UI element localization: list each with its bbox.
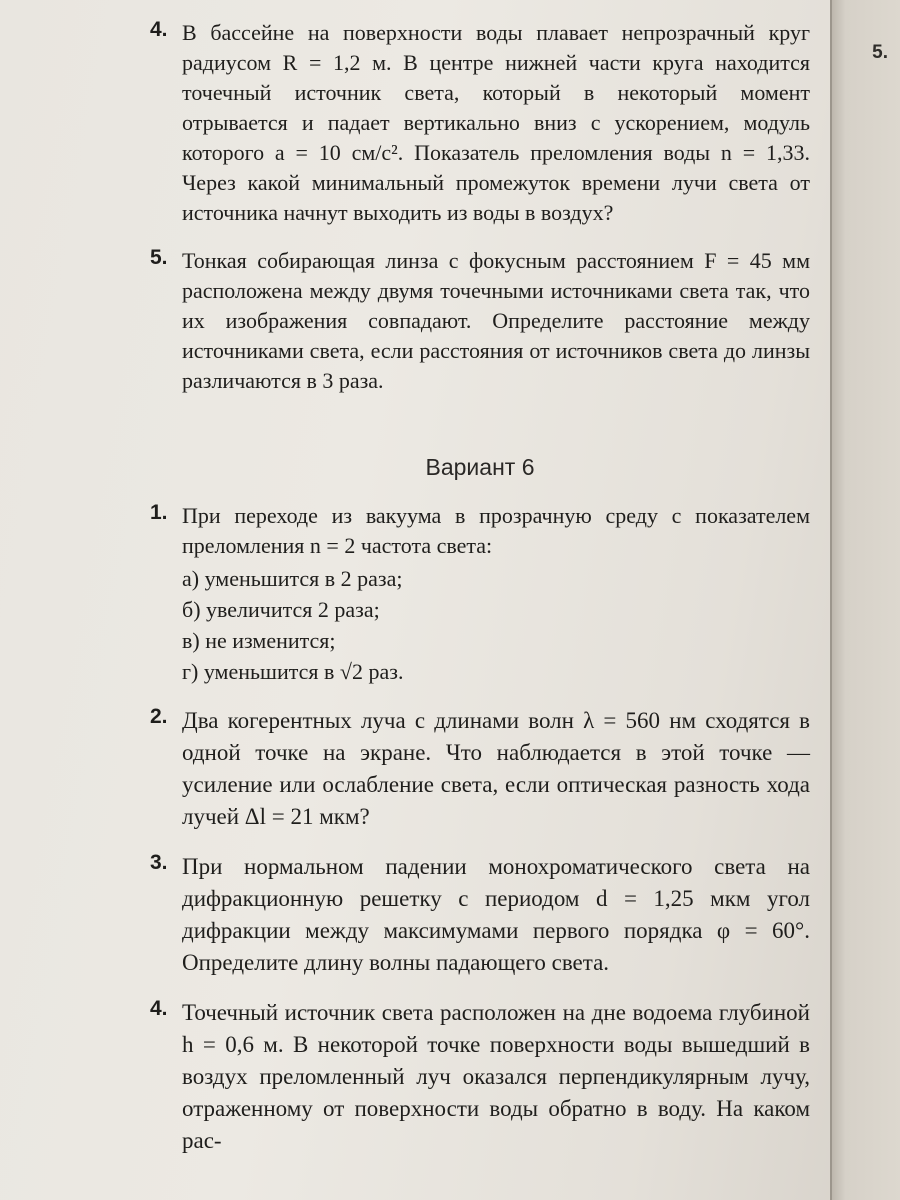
variant-heading: Вариант 6 <box>425 454 535 480</box>
problem-number: 3. <box>150 851 168 874</box>
problem-2 <box>150 705 810 833</box>
problem-prev-4 <box>150 18 810 228</box>
problem-text: В бассейне на поверхности воды плавает непрозрачный круг радиусом R = 1,2 м. В центре нижней части круга находится точечный источник света, который в некоторый момент отрывается и падает вертикально вниз с ускорением, модуль которого a = 10 см/с². Показатель преломления воды n = 1,33. Через какой минимальный промежуток времени лучи света от источника начнут выходить из воды в воздух? <box>182 20 810 225</box>
problem-4 <box>150 997 810 1157</box>
adjacent-page-number: 5. <box>872 42 888 63</box>
problem-text: Точечный источник света расположен на дне водоема глубиной h = 0,6 м. В некоторой точке поверхности воды вышедший в воздух преломленный луч оказался перпендикулярным лучу, отраженному от поверхности воды обратно в воду. На каком рас- <box>182 1000 810 1153</box>
page-content <box>150 18 810 1175</box>
problem-text: Тонкая собирающая линза с фокусным расстоянием F = 45 мм расположена между двумя точечными источниками света так, что их изображения совпадают. Определите расстояние между источниками света, если расстояния от источников света до линзы различаются в 3 раза. <box>182 248 810 393</box>
problem-3 <box>150 851 810 979</box>
adjacent-page-edge <box>830 0 900 1200</box>
problem-prev-5 <box>150 246 810 396</box>
problem-text: Два когерентных луча с длинами волн λ = 560 нм сходятся в одной точке на экране. Что наблюдается в этой точке — усиление или ослабление света, если оптическая разность хода лучей Δl = 21 мкм? <box>182 708 810 829</box>
problem-text: При переходе из вакуума в прозрачную среду с показателем преломления n = 2 частота света: <box>182 503 810 558</box>
answer-option: в) не изменится; <box>182 628 336 653</box>
problem-number: 5. <box>150 246 168 269</box>
problem-number: 4. <box>150 997 168 1020</box>
answer-options <box>182 563 810 687</box>
answer-option: а) уменьшится в 2 раза; <box>182 566 403 591</box>
problem-text: При нормальном падении монохроматического света на дифракционную решетку с периодом d = 1,25 мкм угол дифракции между максимумами первого порядка φ = 60°. Определите длину волны падающего света. <box>182 854 810 975</box>
problem-number: 2. <box>150 705 168 728</box>
problem-1 <box>150 501 810 687</box>
problem-number: 1. <box>150 501 168 524</box>
problem-number: 4. <box>150 18 168 41</box>
answer-option: г) уменьшится в √2 раз. <box>182 659 404 684</box>
answer-option: б) увеличится 2 раза; <box>182 597 380 622</box>
